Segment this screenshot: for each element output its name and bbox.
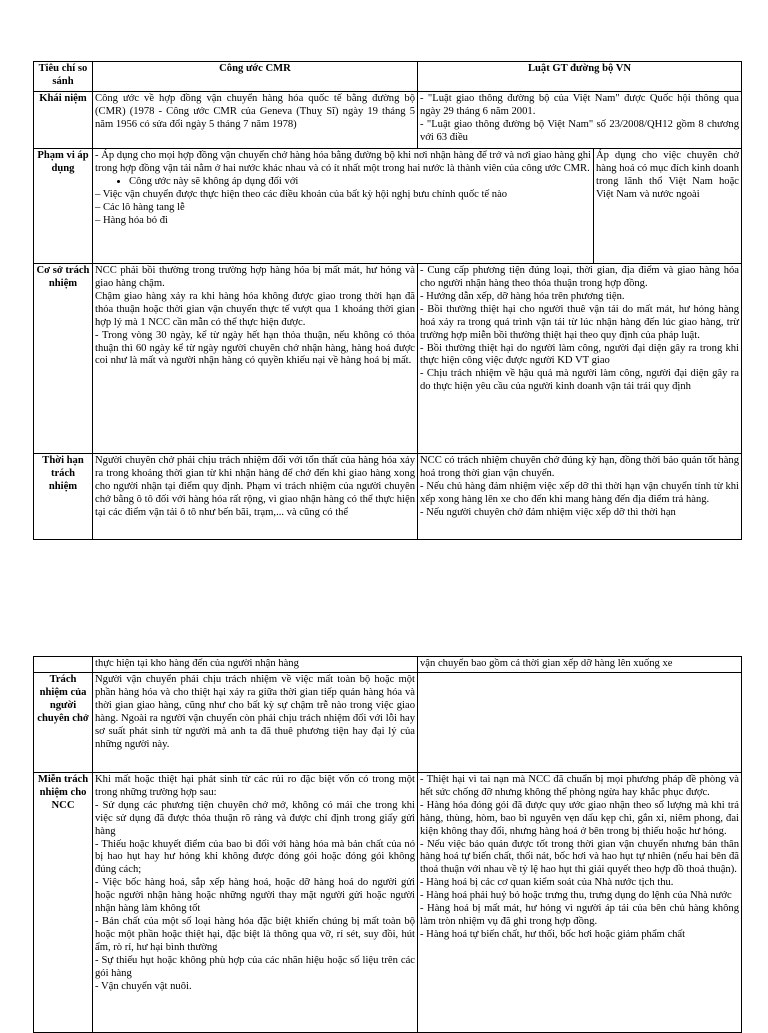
text-line: - Bản chất của một số loại hàng hóa đặc biệt khiến chúng bị mất toàn bộ hoặc một phần hoặc thiệt hại, đặc biệt là thông qua vỡ, rỉ sét, suy đồi, hút ẩm, rò rỉ, hư hại bình thường [95, 916, 415, 953]
text-line: - Áp dụng cho mọi hợp đồng vận chuyển chở hàng hóa bằng đường bộ khi nơi nhận hàng để trở và nơi giao hàng ghi trong hợp đồng vận tải nằm ở hai nước khác nhau và có ít nhất một trong hai nước là thành viên của công ước CMR. [95, 150, 591, 174]
text-line: - Nếu việc bảo quản được tốt trong thời gian vận chuyển nhưng bản thân hàng hoá tự biến chất, thối nát, bốc hơi và hao hụt tự nhiên (nếu hai bên đã thoả thuận với nhau về tỷ lệ hao hụt thì giải quyết theo hợp đồ thoả thuận). [420, 838, 739, 876]
text-line: NCC phải bồi thường trong trường hợp hàng hóa bị mất mát, hư hỏng và giao hàng chậm. [95, 265, 415, 289]
text-line: – Hàng hóa bỏ đi [95, 214, 168, 226]
text-line: - Trong vòng 30 ngày, kể từ ngày hết hạn thỏa thuận, nếu không có thỏa thuận thì 60 ngày kể từ ngày người chuyên chở nhận hàng, hàng hoá được coi như là mất và người nhận hàng có quyền khiếu nại về hàng hoá bị mất. [95, 329, 415, 367]
header-criteria: Tiêu chí so sánh [34, 62, 93, 92]
criteria-label: Khái niệm [34, 92, 93, 149]
cmr-cell: thực hiện tại kho hàng đến của người nhận hàng [93, 657, 418, 673]
table-row-trach-nhiem [34, 672, 742, 772]
header-cmr: Công ước CMR [93, 62, 418, 92]
bullet-list [95, 176, 591, 189]
text-line: Khi mất hoặc thiệt hại phát sinh từ các rủi ro đặc biệt vốn có trong một trong những trường hợp sau: [95, 773, 415, 798]
table-row-continuation [34, 657, 742, 673]
criteria-label: Phạm vi áp dụng [34, 149, 93, 264]
comparison-table-part-1 [33, 61, 742, 540]
cmr-cell: Người vận chuyển phải chịu trách nhiệm về việc mất toàn bộ hoặc một phần hàng hóa và cho thiệt hại xảy ra giữa thời gian tiếp quản hàng hóa và thời gian giao hàng, cũng như cho bất kỳ sự chậm trễ nào trong việc giao hàng. Ngoài ra người vận chuyển còn phải chịu trách nhiệm đối với lỗi hay sơ suất phát sinh từ người mà anh ta đã thuê phương tiện hay đại lý của những người này. [93, 672, 418, 772]
table-row-co-so [34, 264, 742, 454]
text-line: - Thiếu hoặc khuyết điểm của bao bì đối với hàng hóa mà bản chất của nó bị hao hụt hay hư hỏng khi không được đóng gói hoặc đóng gói không đúng cách; [95, 838, 415, 876]
text-line: – Việc vận chuyển được thực hiện theo các điều khoản của bất kỳ hội nghị bưu chính quốc tế nào [95, 188, 508, 200]
text-line: Chậm giao hàng xảy ra khi hàng hóa không được giao trong thời hạn đã thỏa thuận hoặc thời gian vận chuyển thực tế vượt qua 1 khoảng thời gian hợp lý mà 1 NCC cần mẫn có thể thực hiện được. [95, 290, 415, 328]
header-vn-law: Luật GT đường bộ VN [418, 62, 742, 92]
cmr-cell [93, 772, 418, 1032]
table-row-khai-niem [34, 92, 742, 149]
table-header-row [34, 62, 742, 92]
cmr-cell: Người chuyên chở phải chịu trách nhiệm đối với tổn thất của hàng hóa xảy ra trong khoảng thời gian từ khi nhận hàng để chở đến khi giao hàng xong cho người nhận tại điểm quy định. Phạm vi trách nhiệm của người chuyên chở bằng ô tô đối với hàng hóa rất rộng, vì giao nhận hàng có thể thực hiện tại các điểm vận tải ô tô như bến bãi, trạm,... và cũng có thể [93, 454, 418, 540]
vn-cell [418, 92, 742, 149]
vn-cell [418, 772, 742, 1032]
text-line: - Bồi thường thiệt hại do người làm công, người đại diện gây ra trong khi thực hiện công việc được người KD VT giao [420, 342, 739, 367]
vn-cell: vận chuyển bao gồm cả thời gian xếp dỡ hàng lên xuống xe [418, 657, 742, 673]
cmr-cell: Công ước về hợp đồng vận chuyển hàng hóa quốc tế bằng đường bộ (CMR) (1978 - Công ước CMR của Geneva (Thuỵ Sĩ) ngày 19 tháng 5 năm 1956 có sửa đổi ngày 5 tháng 7 năm 1978) [93, 92, 418, 149]
text-line: - Thiệt hại vì tai nạn mà NCC đã chuẩn bị mọi phương pháp đề phòng và hết sức chống đỡ nhưng không thể phòng ngừa hay khắc phục được. [420, 773, 739, 798]
criteria-label: Trách nhiệm của người chuyên chở [34, 672, 93, 772]
list-item: • Công ước này sẽ không áp dụng đối với [129, 176, 591, 189]
criteria-label: Thời hạn trách nhiệm [34, 454, 93, 540]
table-row-pham-vi [34, 149, 742, 264]
vn-cell [418, 672, 742, 772]
text-line: - Vận chuyển vật nuôi. [95, 980, 192, 992]
text-line: - Nếu chủ hàng đảm nhiệm việc xếp dỡ thì thời hạn vận chuyển tính từ khi xếp xong hàng lên xe cho đến khi mang hàng đến địa điểm trả hàng. [420, 480, 739, 505]
text-line: - Hướng dẫn xếp, dỡ hàng hóa trên phương tiện. [420, 290, 625, 302]
text-line: - Bồi thường thiệt hại cho người thuê vận tải do mất mát, hư hỏng hàng hoá xảy ra trong quá trình vận tải từ lúc nhận hàng đến lúc giao hàng, trừ trường hợp miễn bồi thường thiệt hại theo quy định của pháp luật. [420, 303, 739, 341]
text-line: - Sự thiếu hụt hoặc không phù hợp của các nhãn hiệu hoặc số liệu trên các gói hàng [95, 954, 415, 979]
table-row-thoi-han [34, 454, 742, 540]
comparison-table-part-2 [33, 656, 742, 1033]
text-line: - "Luật giao thông đường bộ của Việt Nam" được Quốc hội thông qua ngày 29 tháng 6 năm 2001. [420, 93, 739, 117]
text-line: - Hàng hoá phải huỷ bỏ hoặc trưng thu, trưng dụng do lệnh của Nhà nước [420, 890, 732, 902]
text-line: - Cung cấp phương tiện đúng loại, thời gian, địa điểm và giao hàng hóa cho người nhận hàng theo thỏa thuận trong hợp đồng. [420, 265, 739, 289]
text-line: - Hàng hoá tự biến chất, hư thối, bốc hơi hoặc giảm phẩm chất [420, 928, 686, 940]
criteria-empty [34, 657, 93, 673]
text-line: - Hàng hoá bị các cơ quan kiểm soát của Nhà nước tịch thu. [420, 877, 674, 889]
text-line: - Chịu trách nhiệm về hậu quả mà người làm công, người đại diện gây ra do thực hiện yêu cầu của người kinh doanh vận tải trái quy định [420, 368, 739, 393]
vn-cell [418, 264, 742, 454]
vn-cell: Áp dụng cho việc chuyên chở hàng hoá có mục đích kinh doanh trong lãnh thổ Việt Nam hoặc Việt Nam và nước ngoài [594, 149, 742, 264]
text-line: - "Luật giao thông đường bộ Việt Nam" số 23/2008/QH12 gồm 8 chương với 63 điều [420, 118, 739, 143]
criteria-label: Miễn trách nhiệm cho NCC [34, 772, 93, 1032]
cmr-cell [93, 264, 418, 454]
text-line: - Sử dụng các phương tiện chuyên chở mở, không có mái che trong khi việc sử dụng đã được thỏa thuận rõ ràng và được chỉ định trong giấy gửi hàng [95, 799, 415, 837]
table-row-mien-trach-nhiem [34, 772, 742, 1032]
cmr-cell [93, 149, 594, 264]
criteria-label: Cơ sở trách nhiệm [34, 264, 93, 454]
text-line: – Các lô hàng tang lễ [95, 201, 185, 213]
text-line: NCC có trách nhiệm chuyên chở đúng kỳ hạn, đồng thời bảo quản tốt hàng hoá trong thời gian vận chuyển. [420, 455, 739, 479]
vn-cell [418, 454, 742, 540]
text-line: - Việc bốc hàng hoá, sắp xếp hàng hoá, hoặc dỡ hàng hoá do người gửi hoặc người nhận hàng hoặc những người thay mặt người gửi hoặc người nhận hàng làm không tốt [95, 877, 415, 915]
text-line: - Hàng hóa đóng gói đã được quy ước giao nhận theo số lượng mà khi trả hàng, thùng, hòm, bao bì nguyên vẹn dấu kẹp chì, gắn xi, niêm phong, đai kiện không thay đổi, nhưng hàng hoá ở bên trong bị thiếu hoặc hư hỏng. [420, 799, 739, 837]
text-line: - Hàng hoá bị mất mát, hư hỏng vì người áp tải của bên chủ hàng không làm tròn nhiệm vụ đã ghi trong hợp đồng. [420, 903, 739, 928]
text-line: - Nếu người chuyên chở đảm nhiệm việc xếp dỡ thì thời hạn [420, 506, 676, 518]
